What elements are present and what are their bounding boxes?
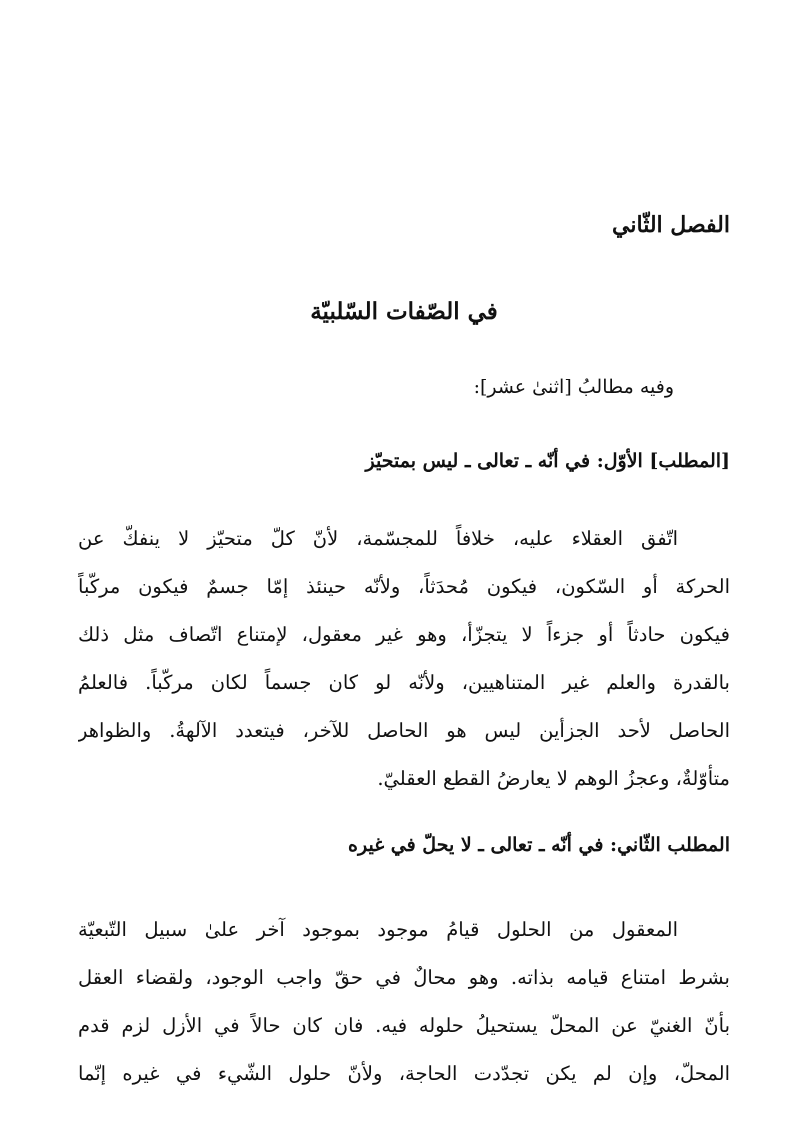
subsection-paragraph-2 xyxy=(78,906,730,1098)
paragraph-line: بالقدرة والعلم غير المتناهيين، ولأنّه لو كان جسماً لكان مركّباً. فالعلمُ xyxy=(78,671,730,694)
intro-text: وفيه مطالبُ [اثنىٰ عشر]: xyxy=(473,376,674,398)
paragraph-line: الحركة أو السّكون، فيكون مُحدَثاً، ولأنّه حينئذ إمّا جسمٌ فيكون مركّباً xyxy=(78,575,730,598)
subsection-paragraph-1 xyxy=(78,515,730,803)
paragraph-line: المحلّ، وإن لم يكن تجدّدت الحاجة، ولأنّ حلول الشّيء في غيره إنّما xyxy=(78,1062,730,1085)
paragraph-line: المعقول من الحلول قيامُ موجود بموجود آخر علىٰ سبيل التّبعيّة xyxy=(78,918,678,941)
paragraph-line: بشرط امتناع قيامه بذاته. وهو محالٌ في حقّ واجب الوجود، ولقضاء العقل xyxy=(78,966,730,989)
paragraph-line: فيكون حادثاً أو جزءاً لا يتجزّأ، وهو غير معقول، لإمتناع اتّصاف مثل ذلك xyxy=(78,623,730,646)
paragraph-line: الحاصل لأحد الجزأين ليس هو الحاصل للآخر، فيتعدد الآلهةُ. والظواهر xyxy=(78,719,730,742)
chapter-title: الفصل الثّاني xyxy=(612,212,730,238)
subsection-heading-1: [المطلب] الأوّل: في أنّه ـ تعالى ـ ليس بمتحيّز xyxy=(365,450,730,472)
paragraph-line: متأوّلةٌ، وعجزُ الوهم لا يعارضُ القطع العقليّ. xyxy=(377,767,730,790)
subsection-heading-2: المطلب الثّاني: في أنّه ـ تعالى ـ لا يحلّ في غيره xyxy=(348,834,730,856)
paragraph-line: بأنّ الغنيّ عن المحلّ يستحيلُ حلوله فيه. فان كان حالاً في الأزل لزم قدم xyxy=(78,1014,730,1037)
section-title: في الصّفات السّلبيّة xyxy=(310,298,498,325)
paragraph-line: اتّفق العقلاء عليه، خلافاً للمجسّمة، لأنّ كلّ متحيّز لا ينفكّ عن xyxy=(78,527,678,550)
document-page xyxy=(78,0,730,1132)
